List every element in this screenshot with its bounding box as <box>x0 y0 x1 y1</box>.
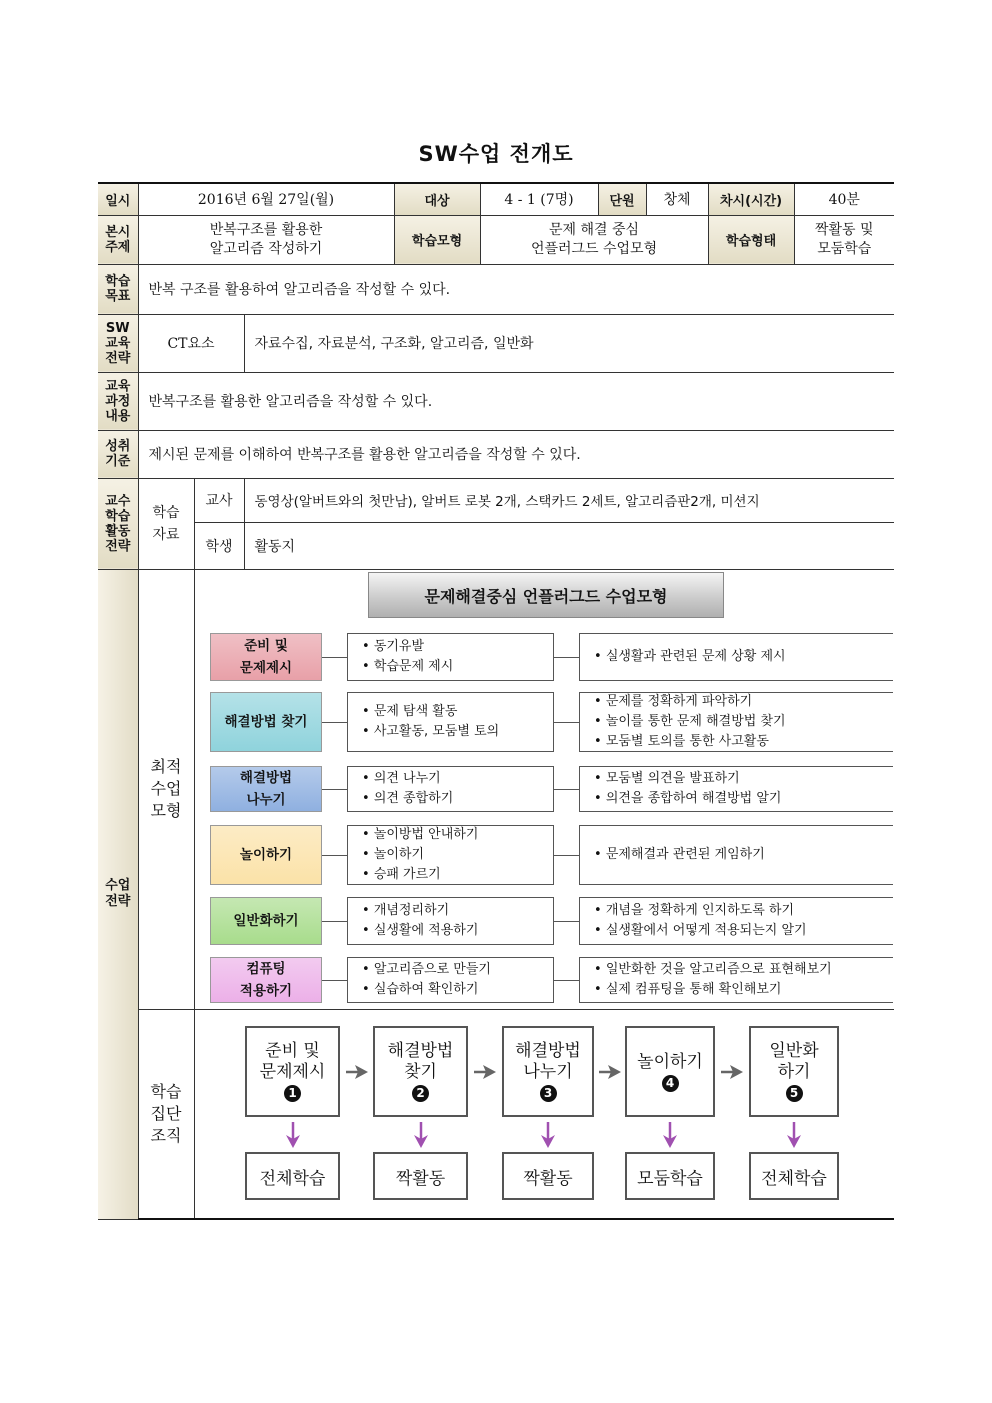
date-label: 일시 <box>98 183 138 215</box>
group-box: 전체학습 <box>749 1152 839 1200</box>
activity-box <box>347 897 554 945</box>
model-value: 문제 해결 중심 언플러그드 수업모형 <box>480 215 708 264</box>
stage-name: 문제제시 <box>239 660 293 676</box>
step-number: 3 <box>540 1085 557 1102</box>
activity-box <box>347 766 554 812</box>
activity-box <box>347 957 554 1003</box>
right-arrow-icon <box>599 1065 621 1079</box>
connector-line <box>322 657 347 658</box>
flow-step <box>502 1026 594 1117</box>
model-banner: 문제해결중심 언플러그드 수업모형 <box>368 572 724 618</box>
teacher-label: 교사 <box>194 478 244 522</box>
connector-line <box>322 722 347 723</box>
activity-item: • 학습문제 제시 <box>362 657 553 677</box>
detail-item: • 개념을 정확하게 인지하도록 하기 <box>594 901 893 921</box>
connector-line <box>322 980 347 981</box>
activity-item: • 놀이방법 안내하기 <box>362 825 553 845</box>
goal-value: 반복 구조를 활용하여 알고리즘을 작성할 수 있다. <box>138 264 894 314</box>
stage-name: 놀이하기 <box>239 847 293 863</box>
page-title: SW수업 전개도 <box>418 142 574 166</box>
activity-item: • 실습하여 확인하기 <box>362 980 553 1000</box>
topic-value: 반복구조를 활용한 알고리즘 작성하기 <box>138 215 394 264</box>
detail-box <box>579 825 893 885</box>
detail-item: • 놀이를 통한 문제 해결방법 찾기 <box>594 712 893 732</box>
connector-line <box>554 855 579 856</box>
detail-box <box>579 633 893 681</box>
flow-step <box>373 1026 468 1117</box>
curriculum-value: 반복구조를 활용한 알고리즘을 작성할 수 있다. <box>138 372 894 430</box>
stage-box <box>210 633 322 681</box>
activity-item: • 놀이하기 <box>362 845 553 865</box>
detail-box <box>579 957 893 1003</box>
stage-box <box>210 897 322 945</box>
activity-box <box>347 633 554 681</box>
stage-name: 준비 및 <box>244 638 288 654</box>
detail-item: • 실제 컴퓨팅을 통해 확인해보기 <box>594 980 893 1000</box>
connector-line <box>554 657 579 658</box>
period-value: 40분 <box>794 183 894 215</box>
connector-line <box>322 789 347 790</box>
activity-item: • 동기유발 <box>362 637 553 657</box>
stage-box <box>210 825 322 885</box>
curriculum-label: 교육 과정 내용 <box>98 372 138 430</box>
tls-label: 교수 학습 활동 전략 <box>98 478 138 569</box>
flow-step-name: 놀이하기 <box>637 1051 703 1072</box>
flow-step <box>625 1026 715 1117</box>
group-box: 짝활동 <box>373 1152 468 1200</box>
student-label: 학생 <box>194 522 244 569</box>
flow-step <box>749 1026 839 1117</box>
connector-line <box>554 789 579 790</box>
target-value: 4 - 1 (7명) <box>480 183 598 215</box>
activity-box <box>347 692 554 752</box>
activity-item: • 승패 가르기 <box>362 865 553 885</box>
activity-item: • 개념정리하기 <box>362 901 553 921</box>
flow-step-name: 해결방법 <box>387 1041 454 1061</box>
flow-step-name: 일반화 <box>769 1041 819 1061</box>
detail-item: • 실생활에서 어떻게 적용되는지 알기 <box>594 921 893 941</box>
standard-value: 제시된 문제를 이해하여 반복구조를 활용한 알고리즘을 작성할 수 있다. <box>138 430 894 478</box>
group-box: 짝활동 <box>502 1152 594 1200</box>
flow-step-name: 찾기 <box>404 1062 437 1082</box>
flow-step-name: 해결방법 <box>515 1041 581 1061</box>
date-value: 2016년 6월 27일(월) <box>138 183 394 215</box>
step-number: 4 <box>662 1075 679 1092</box>
target-label: 대상 <box>394 183 480 215</box>
detail-box <box>579 766 893 812</box>
stage-box <box>210 766 322 812</box>
stage-name: 해결방법 <box>239 770 293 786</box>
down-arrow-icon <box>541 1122 555 1148</box>
stage-name: 일반화하기 <box>233 913 299 929</box>
standard-label: 성취 기준 <box>98 430 138 478</box>
detail-item: • 일반화한 것을 알고리즘으로 표현해보기 <box>594 960 893 980</box>
down-arrow-icon <box>663 1122 677 1148</box>
connector-line <box>554 921 579 922</box>
stage-name: 컴퓨팅 <box>246 961 286 977</box>
connector-line <box>322 921 347 922</box>
flow-step-name: 나누기 <box>523 1062 573 1082</box>
form-value: 짝활동 및 모둠학습 <box>794 215 894 264</box>
activity-item: • 문제 탐색 활동 <box>362 702 553 722</box>
detail-item: • 문제를 정확하게 파악하기 <box>594 692 893 712</box>
ct-label: CT요소 <box>138 314 244 372</box>
material-label: 학습 자료 <box>138 478 194 569</box>
connector-line <box>554 722 579 723</box>
activity-item: • 의견 나누기 <box>362 769 553 789</box>
goal-label: 학습 목표 <box>98 264 138 314</box>
down-arrow-icon <box>286 1122 300 1148</box>
connector-line <box>554 980 579 981</box>
flow-step <box>245 1026 340 1117</box>
activity-item: • 사고활동, 모둠별 토의 <box>362 722 553 742</box>
detail-item: • 실생활과 관련된 문제 상황 제시 <box>594 647 893 667</box>
detail-item: • 모둠별 의견을 발표하기 <box>594 769 893 789</box>
stage-box <box>210 957 322 1003</box>
right-arrow-icon <box>474 1065 496 1079</box>
topic-label: 본시 주제 <box>98 215 138 264</box>
right-arrow-icon <box>346 1065 368 1079</box>
stage-name: 적용하기 <box>239 983 293 999</box>
flow-step-name: 하기 <box>777 1062 811 1082</box>
activity-box <box>347 825 554 885</box>
stage-name: 나누기 <box>246 792 286 808</box>
teacher-value: 동영상(알버트와의 첫만남), 알버트 로봇 2개, 스택카드 2세트, 알고리즘판2개, 미션지 <box>244 478 894 522</box>
activity-item: • 알고리즘으로 만들기 <box>362 960 553 980</box>
flow-step-name: 문제제시 <box>259 1062 326 1082</box>
stage-box <box>210 692 322 752</box>
connector-line <box>322 855 347 856</box>
strategy-label: 수업 전략 <box>98 569 138 1219</box>
activity-item: • 의견 종합하기 <box>362 789 553 809</box>
step-number: 2 <box>412 1085 429 1102</box>
activity-item: • 실생활에 적용하기 <box>362 921 553 941</box>
group-label: 학습 집단 조직 <box>138 1009 194 1219</box>
period-label: 차시(시간) <box>708 183 794 215</box>
ct-value: 자료수집, 자료분석, 구조화, 알고리즘, 일반화 <box>244 314 894 372</box>
unit-value: 창체 <box>646 183 708 215</box>
group-box: 모둠학습 <box>625 1152 715 1200</box>
down-arrow-icon <box>787 1122 801 1148</box>
detail-item: • 문제해결과 관련된 게임하기 <box>594 845 893 865</box>
student-value: 활동지 <box>244 522 894 569</box>
step-number: 5 <box>786 1085 803 1102</box>
detail-item: • 의견을 종합하여 해결방법 알기 <box>594 789 893 809</box>
group-box: 전체학습 <box>245 1152 340 1200</box>
detail-item: • 모둠별 토의를 통한 사고활동 <box>594 732 893 752</box>
form-label: 학습형태 <box>708 215 794 264</box>
detail-box <box>579 897 893 945</box>
detail-box <box>579 692 893 752</box>
stage-name: 해결방법 찾기 <box>224 714 308 730</box>
optimal-model-label: 최적 수업 모형 <box>138 569 194 1009</box>
sw-label: SW 교육 전략 <box>98 314 138 372</box>
right-arrow-icon <box>721 1065 743 1079</box>
model-label: 학습모형 <box>394 215 480 264</box>
flow-step-name: 준비 및 <box>265 1041 320 1061</box>
unit-label: 단원 <box>598 183 646 215</box>
step-number: 1 <box>284 1085 301 1102</box>
down-arrow-icon <box>414 1122 428 1148</box>
